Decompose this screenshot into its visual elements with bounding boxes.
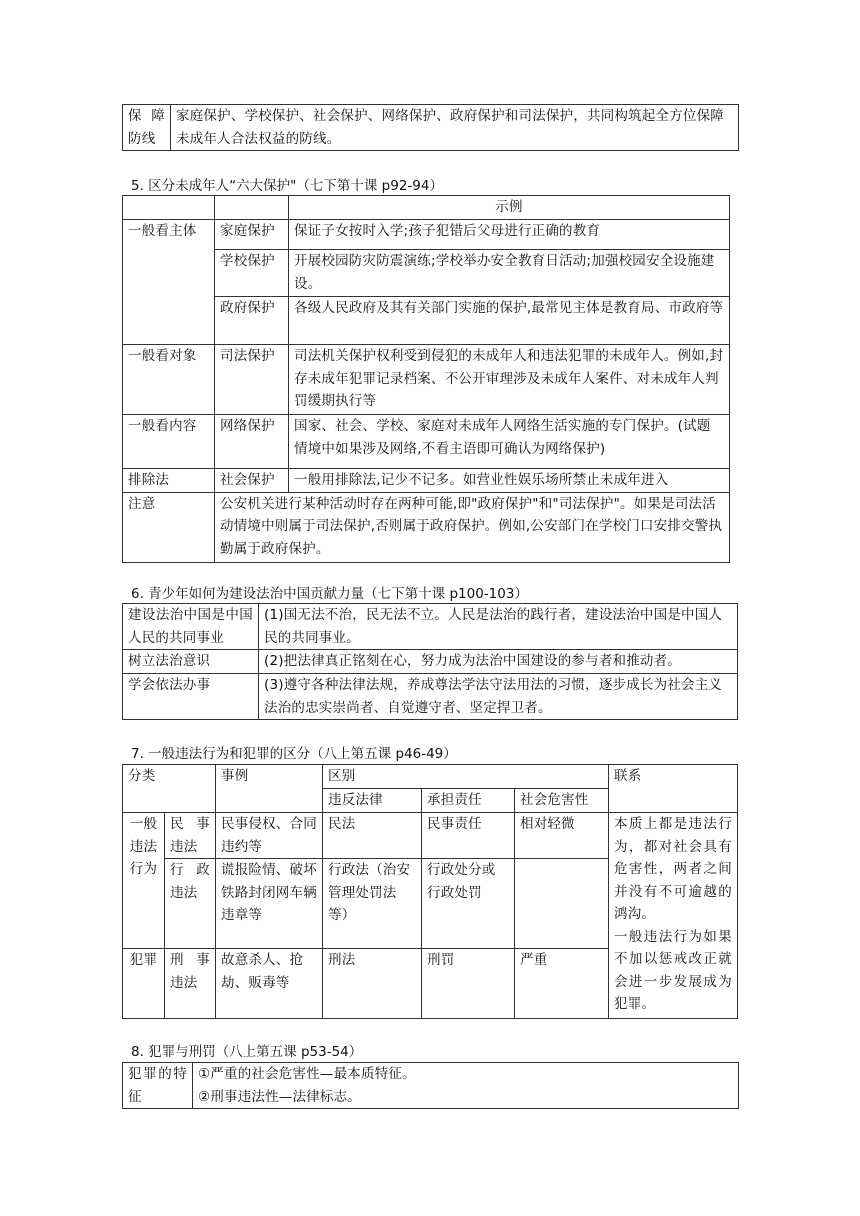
row-label: 保障防线 [123,105,171,151]
section-8-heading: 8. 犯罪与刑罚（八上第五课 p53-54） [131,1044,363,1060]
note-text: 公安机关进行某种活动时存在两种可能,即"政府保护"和"司法保护"。如果是司法活动情境中则属于司法保护,否则属于政府保护。例如,公安部门在学校门口安排交警执勤属于政府保护。 [215,492,730,562]
table-header-row [123,196,730,220]
protection-type: 家庭保护 [215,220,289,250]
protection-example: 保证子女按时入学;孩子犯错后父母进行正确的教育 [289,220,730,250]
table-header-row [123,765,738,789]
protection-line-table [122,104,739,151]
protection-type: 政府保护 [215,297,289,345]
row-label: 建设法治中国是中国人民的共同事业 [123,604,259,650]
six-protections-table [122,195,730,563]
protection-example: 司法机关保护权利受到侵犯的未成年人和违法犯罪的未成年人。例如,封存未成年犯罪记录档案、不公开审理涉及未成年人案件、对未成年人判罚缓期执行等 [289,345,730,415]
row-label: 学会依法办事 [123,674,259,720]
sub-class: 行政违法 [165,859,216,949]
row-text: 家庭保护、学校保护、社会保护、网络保护、政府保护和司法保护，共同构筑起全方位保障未成年人合法权益的防线。 [171,105,739,151]
table-row [123,345,730,415]
row-text: (3)遵守各种法律法规，养成尊法学法守法用法的习惯，逐步成长为社会主义法治的忠实崇尚者、自觉遵守者、坚定捍卫者。 [259,674,738,720]
crime-features-table [122,1062,739,1109]
table-row [123,469,730,493]
rule-of-law-table [122,603,738,720]
table-row [123,604,738,650]
table-row [123,492,730,562]
protection-type: 学校保护 [215,250,289,297]
example-cell: 故意杀人、抢劫、贩毒等 [216,949,323,1019]
header-class: 分类 [123,765,216,813]
law-cell: 刑法 [323,949,422,1019]
link-text-1: 本质上都是违法行为，都对社会具有危害性，两者之间并没有不可逾越的鸿沟。 [614,816,732,922]
responsibility-cell: 行政处分或行政处罚 [422,859,515,949]
header-link: 联系 [609,765,738,813]
note-label: 注意 [123,492,215,562]
section-6-heading: 6. 青少年如何为建设法治中国贡献力量（七下第十课 p100-103） [131,586,528,602]
feature-2: ②刑事违法性—法律标志。 [198,1088,362,1105]
header-responsibility: 承担责任 [422,789,515,813]
responsibility-cell: 民事责任 [422,813,515,859]
example-cell: 谎报险情、破坏铁路封闭网车辆违章等 [216,859,323,949]
link-cell [609,813,738,1019]
example-cell: 民事侵权、合同违约等 [216,813,323,859]
responsibility-cell: 刑罚 [422,949,515,1019]
violation-crime-table [122,764,738,1019]
table-row [123,105,739,151]
table-row [123,250,730,297]
sub-class: 民事违法 [165,813,216,859]
row-text: (1)国无法不治，民无法不立。人民是法治的践行者，建设法治中国是中国人民的共同事业。 [259,604,738,650]
group-crime: 犯罪 [123,949,165,1019]
table-row [123,220,730,250]
group-label: 一般看主体 [123,220,215,345]
table-row [123,674,738,720]
protection-example: 各级人民政府及其有关部门实施的保护,最常见主体是教育局、市政府等 [289,297,730,345]
protection-example: 开展校园防灾防震演练;学校举办安全教育日活动;加强校园安全设施建设。 [289,250,730,297]
group-general-violation: 一般违法行为 [123,813,165,949]
table-row [123,650,738,674]
column-header: 示例 [289,196,730,220]
table-row [123,297,730,345]
harm-cell: 严重 [515,949,609,1019]
table-row [123,813,738,859]
header-harm: 社会危害性 [515,789,609,813]
harm-cell [515,859,609,949]
protection-type: 网络保护 [215,415,289,469]
law-cell: 行政法（治安管理处罚法等） [323,859,422,949]
law-cell: 民法 [323,813,422,859]
protection-example: 国家、社会、学校、家庭对未成年人网络生活实施的专门保护。(试题情境中如果涉及网络,不看主语即可确认为网络保护) [289,415,730,469]
protection-type: 司法保护 [215,345,289,415]
row-label: 树立法治意识 [123,650,259,674]
group-label: 排除法 [123,469,215,493]
protection-type: 社会保护 [215,469,289,493]
link-text-2: 一般违法行为如果不加以惩戒改正就会进一步发展成为犯罪。 [614,928,732,1012]
group-label: 一般看对象 [123,345,215,415]
group-label: 一般看内容 [123,415,215,469]
table-row [123,415,730,469]
header-law: 违反法律 [323,789,422,813]
row-label: 犯罪的特征 [123,1063,193,1109]
feature-1: ①严重的社会危害性—最本质特征。 [198,1066,416,1082]
harm-cell: 相对轻微 [515,813,609,859]
section-7-heading: 7. 一般违法行为和犯罪的区分（八上第五课 p46-49） [131,746,457,762]
table-row [123,1063,739,1109]
sub-class: 刑事违法 [165,949,216,1019]
header-difference: 区别 [323,765,609,789]
section-5-heading: 5. 区分未成年人“六大保护"（七下第十课 p92-94） [131,178,443,194]
protection-example: 一般用排除法,记少不记多。如营业性娱乐场所禁止未成年进入 [289,469,730,493]
header-example: 事例 [216,765,323,813]
row-text: (2)把法律真正铭刻在心，努力成为法治中国建设的参与者和推动者。 [259,650,738,674]
